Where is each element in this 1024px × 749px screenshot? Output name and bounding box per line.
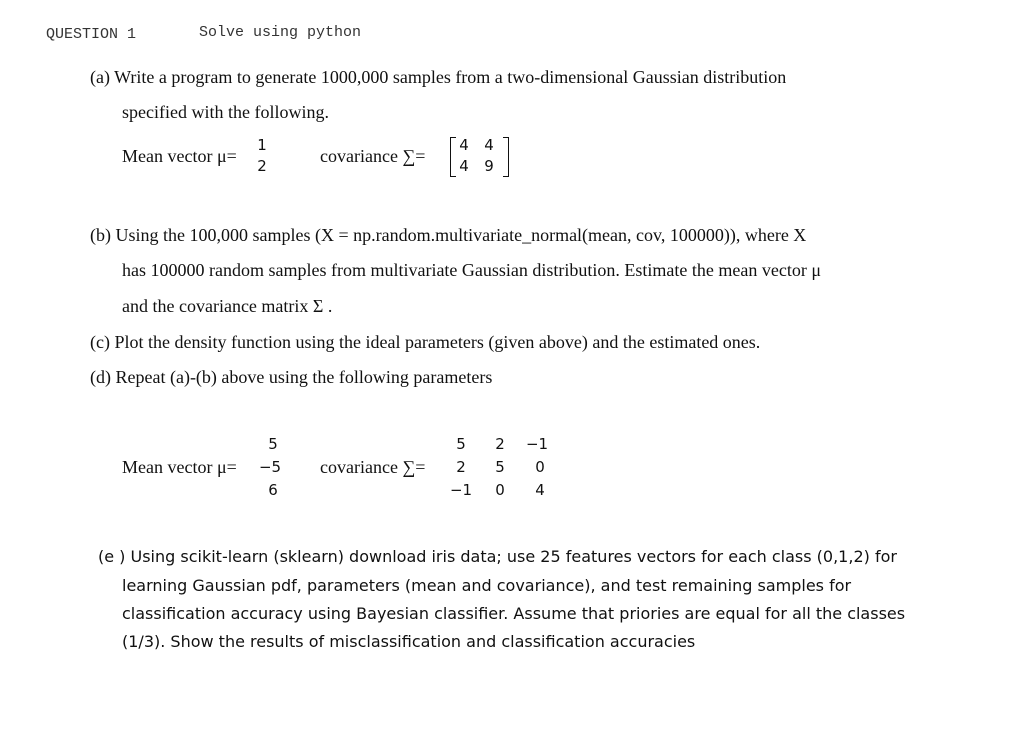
part-d-mean-label: Mean vector μ=	[122, 457, 237, 477]
instruction-text: Solve using python	[199, 24, 362, 41]
part-d-mean-value: −5	[258, 458, 282, 476]
part-a-cov-cell: 9	[484, 157, 494, 175]
part-d-cov-cell: 0	[495, 481, 505, 499]
question-label: QUESTION 1	[46, 26, 137, 43]
part-a-cov-cell: 4	[484, 136, 494, 154]
part-a-mean-value: 1	[257, 136, 267, 154]
part-a-mean-label: Mean vector μ=	[122, 146, 237, 166]
part-d-mean-value: 5	[268, 435, 278, 453]
part-d-cov-cell: −1	[525, 435, 549, 453]
part-d-cov-label: covariance ∑=	[320, 457, 426, 477]
part-d-cov-cell: 0	[535, 458, 545, 476]
part-d-cov-cell: 2	[456, 458, 466, 476]
part-d-line1: (d) Repeat (a)-(b) above using the following parameters	[90, 367, 493, 387]
matrix-right-bracket	[503, 137, 509, 177]
part-e-line3: classification accuracy using Bayesian classifier. Assume that priories are equal for all the classes	[122, 604, 906, 623]
part-d-cov-cell: 4	[535, 481, 545, 499]
part-a-line1: (a) Write a program to generate 1000,000 samples from a two-dimensional Gaussian distribution	[90, 67, 787, 87]
part-d-cov-cell: 2	[495, 435, 505, 453]
part-a-line2: specified with the following.	[122, 102, 329, 122]
part-a-cov-cell: 4	[459, 157, 469, 175]
part-d-cov-cell: 5	[456, 435, 466, 453]
part-e-line2: learning Gaussian pdf, parameters (mean and covariance), and test remaining samples for	[122, 576, 852, 595]
part-c-line1: (c) Plot the density function using the ideal parameters (given above) and the estimated ones.	[90, 332, 761, 352]
part-e-line1: (e ) Using scikit-learn (sklearn) download iris data; use 25 features vectors for each class (0,1,2) for	[98, 547, 897, 566]
part-a-cov-cell: 4	[459, 136, 469, 154]
part-b-line3: and the covariance matrix Σ .	[122, 296, 333, 316]
part-a-mean-value: 2	[257, 157, 267, 175]
part-d-mean-value: 6	[268, 481, 278, 499]
part-e-line4: (1/3). Show the results of misclassification and classification accuracies	[122, 632, 696, 651]
part-b-line1: (b) Using the 100,000 samples (X = np.random.multivariate_normal(mean, cov, 100000)), where X	[90, 225, 807, 245]
part-d-cov-cell: 5	[495, 458, 505, 476]
part-a-cov-label: covariance ∑=	[320, 146, 426, 166]
part-d-cov-cell: −1	[449, 481, 473, 499]
part-b-line2: has 100000 random samples from multivariate Gaussian distribution. Estimate the mean vector μ	[122, 260, 821, 280]
